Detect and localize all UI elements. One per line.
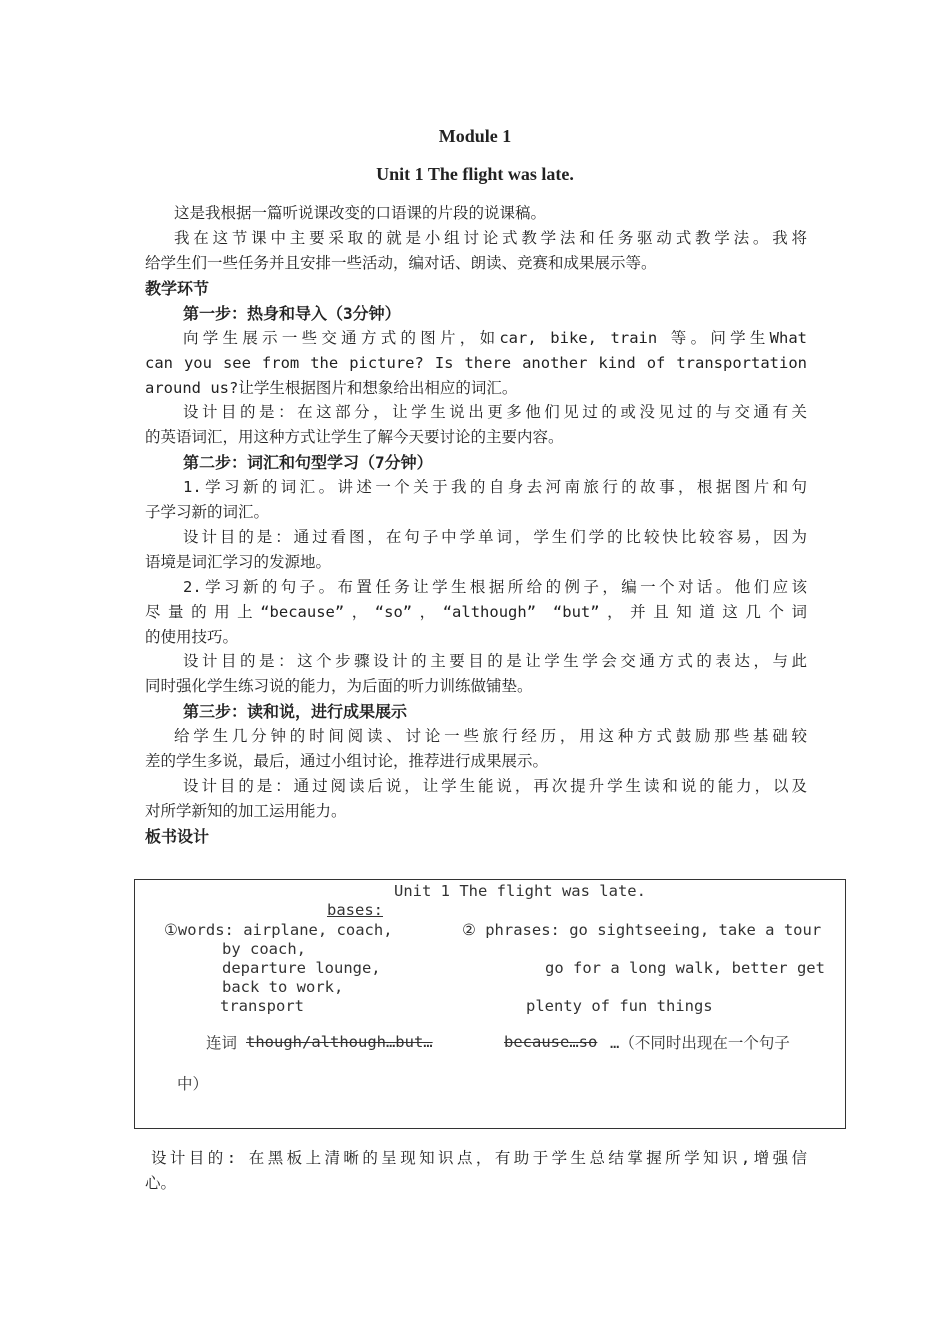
intro-paragraph: 这是我根据一篇听说课改变的口语课的片段的说课稿。 <box>174 204 547 222</box>
step2-purpose2-line-2: 同时强化学生练习说的能力，为后面的听力训练做铺垫。 <box>145 677 533 695</box>
step3-line-1: 给学生几分钟的时间阅读、讨论一些旅行经历，用这种方式鼓励那些基础较 <box>174 727 807 745</box>
step2-item2-line-3: 的使用技巧。 <box>145 628 239 646</box>
step2-purpose1-line-2: 语境是词汇学习的发源地。 <box>145 553 332 571</box>
closing-line-2: 心。 <box>145 1174 177 1192</box>
step1-purpose-line-2: 的英语词汇，用这种方式让学生了解今天要讨论的主要内容。 <box>145 428 564 446</box>
section-board-heading: 板书设计 <box>145 827 210 846</box>
closing-line-1: 设计目的: 在黑板上清晰的呈现知识点，有助于学生总结掌握所学知识,增强信 <box>151 1149 807 1167</box>
step3-purpose-line-2: 对所学新知的加工运用能力。 <box>145 802 347 820</box>
board-words-item: departure lounge, <box>222 959 381 977</box>
step2-purpose1-line-1: 设计目的是：通过看图，在句子中学单词，学生们学的比较快比较容易，因为 <box>183 528 807 546</box>
method-line-2: 给学生们一些任务并且安排一些活动，编对话、朗读、竞赛和成果展示等。 <box>145 254 657 272</box>
page-title: Module 1 <box>438 126 512 146</box>
step3-line-2: 差的学生多说，最后，通过小组讨论，推荐进行成果展示。 <box>145 752 549 770</box>
board-bases-label: bases: <box>327 901 383 919</box>
board-conjunction-pair-2: because…so <box>504 1033 598 1051</box>
board-conjunction-note: …（不同时出现在一个句子 <box>610 1034 790 1052</box>
step2-item2-line-2: 尽量的用上“because”，“so”，“although” “but”，并且知道这几个词 <box>145 603 807 621</box>
step1-line-1: 向学生展示一些交通方式的图片，如car, bike, train 等。问学生What <box>183 329 807 347</box>
step1-purpose-line-1: 设计目的是：在这部分，让学生说出更多他们见过的或没见过的与交通有关 <box>183 403 807 421</box>
step3-heading: 第三步：读和说，进行成果展示 <box>183 702 408 721</box>
step2-heading: 第二步：词汇和句型学习（7分钟） <box>183 453 433 472</box>
board-conjunction-label: 连词 <box>206 1034 238 1052</box>
section-teaching-heading: 教学环节 <box>145 279 210 298</box>
board-words-item: by coach, <box>222 940 306 958</box>
board-conjunction-note-cont: 中） <box>177 1075 209 1093</box>
step3-purpose-line-1: 设计目的是：通过阅读后说，让学生能说，再次提升学生读和说的能力，以及 <box>183 777 807 795</box>
page-subtitle: Unit 1 The flight was late. <box>376 164 574 184</box>
board-phrases-label: ② phrases: go sightseeing, take a tour <box>462 921 822 939</box>
step1-line-2: can you see from the picture? Is there another kind of transportation <box>145 354 807 372</box>
step2-item2-line-1: 2.学习新的句子。布置任务让学生根据所给的例子，编一个对话。他们应该 <box>183 578 807 596</box>
method-line-1: 我在这节课中主要采取的就是小组讨论式教学法和任务驱动式教学法。我将 <box>174 229 807 247</box>
step2-item1-line-2: 子学习新的词汇。 <box>145 503 270 521</box>
board-title: Unit 1 The flight was late. <box>394 882 646 900</box>
board-phrases-item: go for a long walk, better get <box>545 959 825 977</box>
board-words-item: transport <box>220 997 304 1015</box>
board-phrases-item: plenty of fun things <box>526 997 713 1015</box>
step2-item1-line-1: 1.学习新的词汇。讲述一个关于我的自身去河南旅行的故事，根据图片和句 <box>183 478 807 496</box>
step1-line-3: around us?让学生根据图片和想象给出相应的词汇。 <box>145 379 518 397</box>
board-conjunction-pair-1: though/although…but… <box>246 1033 433 1051</box>
board-words-item: back to work, <box>222 978 344 996</box>
step2-purpose2-line-1: 设计目的是：这个步骤设计的主要目的是让学生学会交通方式的表达，与此 <box>183 652 807 670</box>
blackboard-design-box <box>134 879 846 1129</box>
board-words-label: ①words: airplane, coach, <box>164 921 393 939</box>
step1-heading: 第一步：热身和导入（3分钟） <box>183 304 401 323</box>
